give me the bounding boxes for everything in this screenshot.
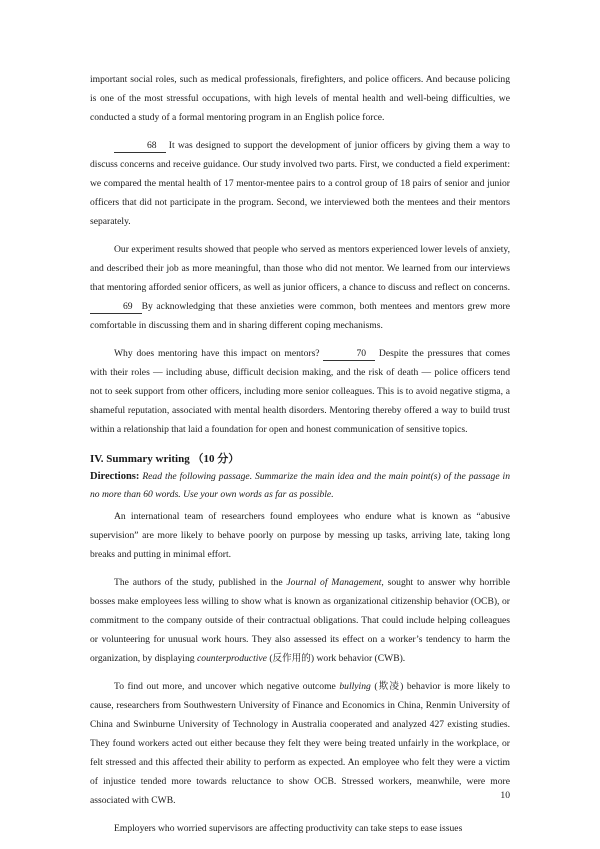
directions-label: Directions:: [90, 471, 140, 482]
passage2-paragraph-3-b: (欺凌) behavior is more likely to cause, researchers from Southwestern University of Finance and Economics in China, Renmin University of China and Swinburne University of Technology in Australia cooperated and analyzed 427 existing studies. They found workers acted out either because they felt they were being treated unfairly in the workplace, or felt stressed and this affected their ability to perform as expected. An employee who felt they were a victim of injustice tended more towards reluctance to show OCB. Stressed workers, meanwhile, were more associated with CWB.: [90, 681, 510, 806]
blank-70: 70: [323, 348, 375, 361]
passage1-paragraph-4: [90, 344, 510, 439]
directions: [90, 468, 510, 504]
passage1-paragraph-3: [90, 240, 510, 335]
passage1-paragraph-2: [90, 136, 510, 231]
passage2-paragraph-3-a: To find out more, and uncover which negative outcome: [114, 681, 340, 692]
blank-68: 68: [114, 140, 166, 153]
term-counterproductive: counterproductive: [196, 653, 267, 664]
passage2-paragraph-2-c: (反作用的) work behavior (CWB).: [266, 653, 406, 664]
directions-body: Read the following passage. Summarize the main idea and the main point(s) of the passage in no more than 60 words. Use your own words as far as possible.: [90, 471, 510, 500]
document-page: [90, 70, 510, 847]
passage1-paragraph-1: important social roles, such as medical professionals, firefighters, and police officers. And because policing is one of the most stressful occupations, with high levels of mental health and well-being difficulties, we conducted a study of a formal mentoring program in an English police force.: [90, 74, 510, 123]
passage1-paragraph-4-before: Why does mentoring have this impact on mentors?: [114, 348, 324, 359]
page-number: 10: [500, 790, 510, 801]
passage1-paragraph-2-text: It was designed to support the development of junior officers by giving them a way to discuss concerns and receive guidance. Our study involved two parts. First, we conducted a field experiment: we compared the mental health of 17 mentor-mentee pairs to a control group of 18 pairs of senior and junior officers that did not participate in the program. Second, we interviewed both the mentees and their mentors separately.: [90, 140, 510, 227]
term-bullying: bullying: [339, 681, 371, 692]
passage2-paragraph-2-a: The authors of the study, published in the: [114, 577, 287, 588]
section-heading: IV. Summary writing （10 分）: [90, 453, 240, 465]
passage1-paragraph-3-after: By acknowledging that these anxieties were common, both mentees and mentors grew more comfortable in discussing them and in sharing different coping mechanisms.: [90, 301, 510, 331]
passage1-paragraph-4-after: Despite the pressures that comes with their roles — including abuse, difficult decision making, and the risk of death — police officers tend not to seek support from other officers, including more senior colleagues. This is to avoid negative stigma, a shameful reputation, associated with mental health disorders. Mentoring thereby offered a way to build trust within a relationship that laid a foundation for open and honest communication of sensitive topics.: [90, 348, 510, 435]
passage2-paragraph-3: [90, 677, 510, 810]
blank-69: 69: [90, 301, 142, 314]
passage2-paragraph-1: An international team of researchers found employees who endure what is known as “abusive supervision” are more likely to behave poorly on purpose by messing up tasks, arriving late, taking long breaks and putting in minimal effort.: [90, 511, 510, 560]
passage2-paragraph-4: Employers who worried supervisors are affecting productivity can take steps to ease issues: [114, 823, 463, 834]
passage2-paragraph-2: [90, 573, 510, 668]
passage1-paragraph-3-before: Our experiment results showed that people who served as mentors experienced lower levels of anxiety, and described their job as more meaningful, than those who did not mentor. We learned from our interviews that mentoring afforded senior officers, as well as junior officers, a chance to discuss and reflect on concerns.: [90, 244, 510, 293]
journal-name: Journal of Management: [286, 577, 382, 588]
passage2-paragraph-2-b: , sought to answer why horrible bosses make employees less willing to show what is known as organizational citizenship behavior (OCB), or commitment to the company outside of their contractual obligations. That could include helping colleagues or volunteering for unusual work hours. They also assessed its effect on a worker’s tendency to harm the organization, by displaying: [90, 577, 510, 664]
